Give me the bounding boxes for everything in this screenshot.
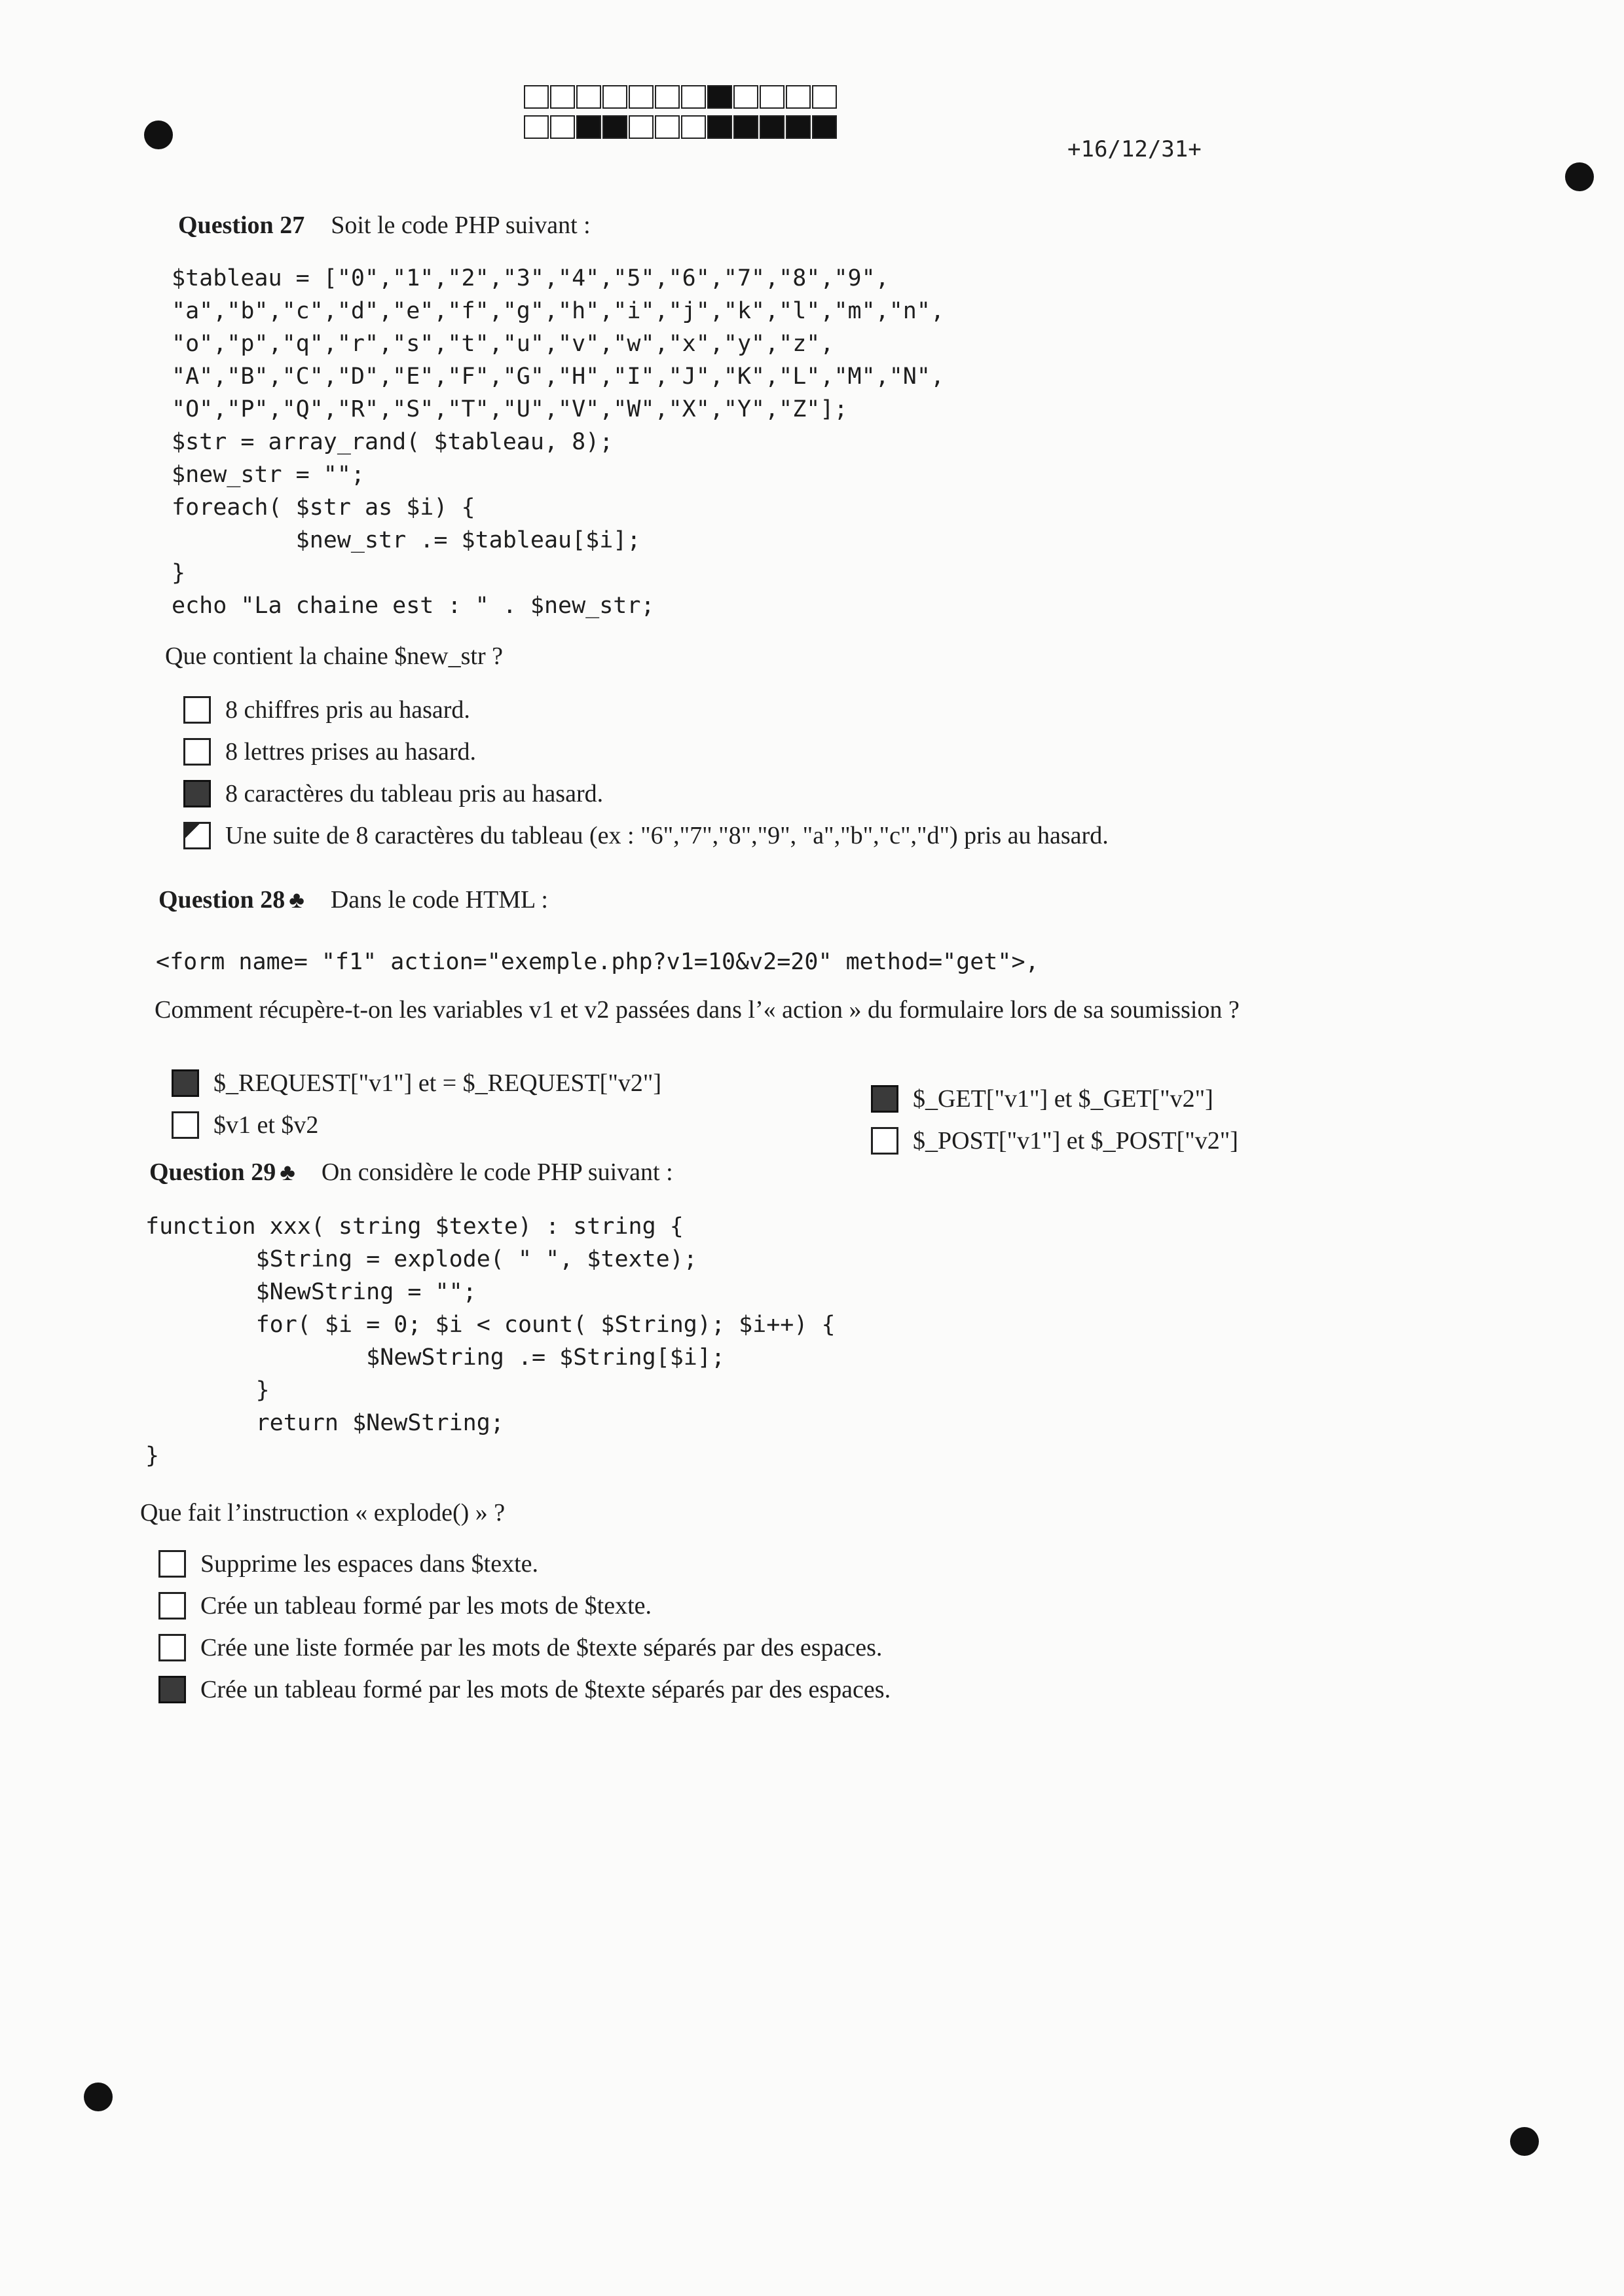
answer-checkbox[interactable] [871, 1085, 898, 1113]
answer-text: $_GET["v1"] et $_GET["v2"] [913, 1085, 1213, 1113]
question-28-options-left [172, 1062, 661, 1146]
grid-cell [733, 85, 758, 109]
grid-row-top [524, 85, 838, 110]
question-29-options [158, 1543, 891, 1711]
answer-checkbox[interactable] [158, 1634, 186, 1661]
answer-option[interactable] [183, 689, 1109, 731]
answer-checkbox[interactable] [183, 822, 211, 849]
question-number: Question 28 [158, 886, 286, 914]
answer-checkbox[interactable] [158, 1550, 186, 1578]
answer-text: Supprime les espaces dans $texte. [200, 1550, 539, 1578]
code-block: function xxx( string $texte) : string { $String = explode( " ", $texte); $NewString = ""; for( $i = 0; $i < count( $String); $i++) { $NewString .= $String[$i]; } return $NewString; } [145, 1213, 836, 1469]
registration-dot-top-right [1565, 162, 1594, 191]
code-block: <form name= "f1" action="exemple.php?v1=10&v2=20" method="get">, [156, 949, 1039, 975]
grid-cell [550, 115, 575, 139]
question-29-header [149, 1158, 1459, 1187]
answer-option[interactable] [172, 1062, 661, 1104]
grid-row-bottom [524, 115, 838, 140]
grid-cell [812, 85, 837, 109]
answer-text: 8 lettres prises au hasard. [225, 738, 477, 766]
question-label: Question 27 [178, 212, 305, 239]
answer-text: 8 caractères du tableau pris au hasard. [225, 780, 604, 807]
answer-option[interactable] [183, 815, 1109, 857]
grid-cell [524, 85, 549, 109]
question-28-code [156, 946, 1039, 978]
answer-checkbox[interactable] [183, 696, 211, 724]
answer-checkbox[interactable] [183, 780, 211, 807]
answer-text: Crée un tableau formé par les mots de $texte. [200, 1592, 652, 1620]
answer-checkbox[interactable] [158, 1592, 186, 1620]
question-27-header [178, 211, 1488, 240]
grid-cell [760, 115, 784, 139]
question-28-options-right [871, 1078, 1238, 1162]
question-28 [158, 885, 1468, 914]
question-29-question: Que fait l’instruction « explode() » ? [140, 1499, 506, 1527]
answer-text: 8 chiffres pris au hasard. [225, 696, 470, 724]
answer-checkbox[interactable] [871, 1127, 898, 1155]
answer-option[interactable] [183, 773, 1109, 815]
grid-cell [576, 85, 601, 109]
question-prompt: Soit le code PHP suivant : [331, 212, 591, 239]
grid-cell [812, 115, 837, 139]
answer-text: Crée une liste formée par les mots de $texte séparés par des espaces. [200, 1634, 883, 1661]
question-29-code [145, 1210, 836, 1472]
grid-cell [786, 115, 811, 139]
registration-dot-bottom-left [84, 2083, 113, 2111]
question-label [149, 1158, 295, 1187]
grid-cell [524, 115, 549, 139]
question-prompt: Dans le code HTML : [330, 886, 548, 914]
page-id: +16/12/31+ [1067, 136, 1202, 162]
answer-option[interactable] [172, 1104, 661, 1146]
answer-text: Une suite de 8 caractères du tableau (ex : "6","7","8","9", "a","b","c","d") pris au hasard. [225, 822, 1109, 849]
grid-cell [602, 85, 627, 109]
question-27-code [172, 262, 944, 622]
grid-cell [707, 115, 732, 139]
grid-cell [786, 85, 811, 109]
answer-option[interactable] [871, 1078, 1238, 1120]
grid-cell [760, 85, 784, 109]
question-label [158, 885, 304, 914]
grid-cell [733, 115, 758, 139]
club-icon: ♣ [289, 887, 304, 913]
question-27-options [183, 689, 1109, 857]
registration-dot-bottom-right [1510, 2127, 1539, 2156]
grid-cell [629, 85, 654, 109]
page-id-grid [524, 85, 838, 145]
answer-option[interactable] [158, 1669, 891, 1711]
answer-text: $_REQUEST["v1"] et = $_REQUEST["v2"] [213, 1069, 662, 1097]
answer-option[interactable] [871, 1120, 1238, 1162]
answer-checkbox[interactable] [172, 1069, 199, 1097]
answer-text: $_POST["v1"] et $_POST["v2"] [913, 1127, 1238, 1155]
grid-cell [576, 115, 601, 139]
question-28-question: Comment récupère-t-on les variables v1 et v2 passées dans l’« action » du formulaire lors de sa soumission ? [155, 996, 1240, 1024]
answer-option[interactable] [158, 1543, 891, 1585]
answer-option[interactable] [158, 1627, 891, 1669]
question-prompt: On considère le code PHP suivant : [321, 1158, 673, 1186]
grid-cell [707, 85, 732, 109]
grid-cell [681, 115, 706, 139]
grid-cell [550, 85, 575, 109]
question-28-header [158, 885, 1468, 914]
question-number: Question 29 [149, 1158, 276, 1186]
answer-option[interactable] [183, 731, 1109, 773]
question-27-question: Que contient la chaine $new_str ? [165, 642, 503, 670]
grid-cell [602, 115, 627, 139]
code-block: $tableau = ["0","1","2","3","4","5","6","7","8","9", "a","b","c","d","e","f","g","h","i","j","k","l","m","n", "o","p","q","r","s","t","u","v","w","x","y","z", "A","B","C","D","E","F","G","H","I","J","K","L","M","N", "O","P","Q","R","S","T","U","V","W","X","Y","Z"]; $str = array_rand( $tableau, 8); $new_str = ""; foreach( $str as $i) { $new_str .= $tableau[$i]; } echo "La chaine est : " . $new_str; [172, 265, 945, 619]
question-27 [178, 211, 1488, 240]
grid-cell [681, 85, 706, 109]
answer-option[interactable] [158, 1585, 891, 1627]
club-icon: ♣ [280, 1159, 295, 1185]
answer-checkbox[interactable] [172, 1111, 199, 1139]
answer-text: Crée un tableau formé par les mots de $texte séparés par des espaces. [200, 1676, 891, 1703]
grid-cell [655, 85, 680, 109]
registration-dot-top-left [144, 120, 173, 149]
answer-checkbox[interactable] [183, 738, 211, 766]
answer-checkbox[interactable] [158, 1676, 186, 1703]
grid-cell [629, 115, 654, 139]
question-29 [149, 1158, 1459, 1187]
answer-text: $v1 et $v2 [213, 1111, 319, 1139]
grid-cell [655, 115, 680, 139]
